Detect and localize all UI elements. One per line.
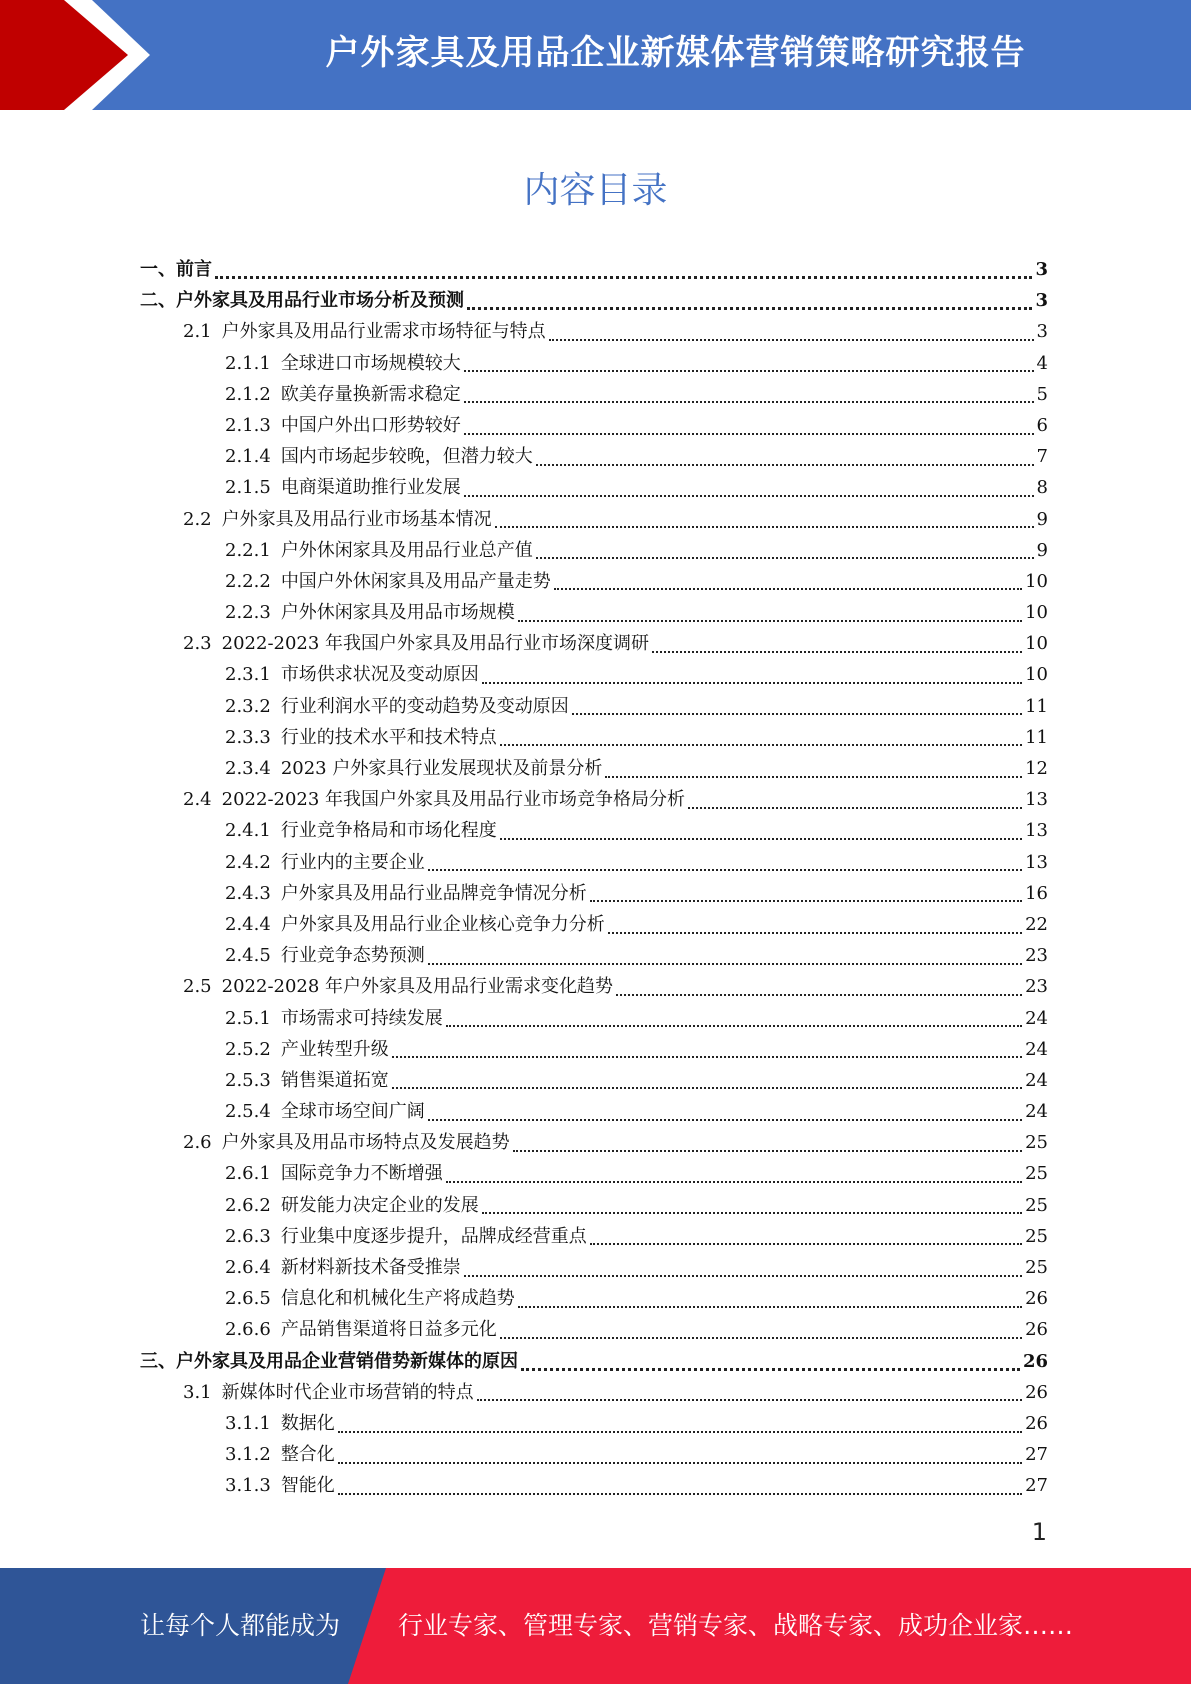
toc-leader-dots bbox=[500, 1337, 1022, 1339]
toc-entry-page: 10 bbox=[1025, 633, 1048, 655]
toc-entry-number: 2.2.1 bbox=[225, 539, 271, 561]
toc-entry-page: 26 bbox=[1025, 1288, 1048, 1310]
toc-entry-number: 二、 bbox=[140, 290, 176, 312]
toc-entry-page: 9 bbox=[1036, 539, 1048, 561]
toc-entry-page: 4 bbox=[1036, 352, 1048, 374]
toc-entry-number: 2.6.5 bbox=[225, 1288, 271, 1310]
toc-entry-number: 2.2.2 bbox=[225, 570, 271, 592]
toc-leader-dots bbox=[428, 963, 1022, 965]
toc-entry-number: 2.4.1 bbox=[225, 820, 271, 842]
toc-entry-number: 三、 bbox=[140, 1350, 176, 1372]
toc-entry[interactable] bbox=[140, 1065, 1048, 1096]
toc-entry-number: 2.1.2 bbox=[225, 383, 271, 405]
toc-entry-number: 2.6 bbox=[183, 1132, 212, 1154]
toc-entry-title: 欧美存量换新需求稳定 bbox=[280, 383, 461, 405]
toc-entry[interactable] bbox=[140, 1158, 1048, 1189]
toc-leader-dots bbox=[572, 713, 1022, 715]
toc-entry-page: 12 bbox=[1025, 758, 1048, 779]
toc-entry-page: 6 bbox=[1036, 414, 1048, 436]
toc-entry[interactable] bbox=[140, 815, 1048, 846]
toc-entry-page: 7 bbox=[1036, 446, 1048, 468]
toc-entry-number: 2.3 bbox=[183, 633, 212, 655]
toc-entry-title: 研发能力决定企业的发展 bbox=[280, 1194, 479, 1216]
toc-entry[interactable] bbox=[140, 285, 1048, 316]
toc-entry-page: 26 bbox=[1022, 1350, 1048, 1372]
toc-entry-title: 新材料新技术备受推崇 bbox=[280, 1257, 461, 1278]
toc-entry-page: 11 bbox=[1025, 695, 1048, 717]
toc-leader-dots bbox=[338, 1431, 1022, 1433]
toc-entry[interactable] bbox=[140, 254, 1048, 285]
toc-leader-dots bbox=[652, 651, 1022, 653]
toc-entry[interactable] bbox=[140, 1346, 1048, 1377]
toc-entry[interactable] bbox=[140, 1252, 1048, 1283]
toc-entry-page: 26 bbox=[1025, 1319, 1048, 1341]
toc-leader-dots bbox=[608, 932, 1022, 934]
toc-entry-title: 户外家具及用品市场特点及发展趋势 bbox=[221, 1132, 510, 1154]
toc-entry-title: 全球进口市场规模较大 bbox=[280, 352, 461, 374]
toc-entry[interactable] bbox=[140, 878, 1048, 909]
toc-entry[interactable] bbox=[140, 441, 1048, 472]
toc-entry-title: 产品销售渠道将日益多元化 bbox=[280, 1319, 497, 1341]
toc-entry-number: 2.5 bbox=[183, 976, 212, 998]
toc-entry-title: 户外家具及用品行业市场分析及预测 bbox=[176, 290, 464, 312]
toc-entry-page: 10 bbox=[1025, 570, 1048, 592]
toc-entry-number: 2.5.3 bbox=[225, 1069, 271, 1091]
toc-entry-number: 2.4.3 bbox=[225, 882, 271, 904]
toc-leader-dots bbox=[590, 1243, 1022, 1245]
toc-entry-page: 25 bbox=[1025, 1132, 1048, 1154]
toc-leader-dots bbox=[446, 1025, 1022, 1027]
toc-entry-page: 9 bbox=[1036, 508, 1048, 530]
toc-leader-dots bbox=[554, 588, 1022, 590]
toc-leader-dots bbox=[500, 744, 1022, 746]
toc-entry-number: 2.3.4 bbox=[225, 758, 271, 779]
toc-entry-title: 户外家具及用品企业营销借势新媒体的原因 bbox=[176, 1350, 518, 1372]
toc-entry[interactable] bbox=[140, 1408, 1048, 1439]
toc-leader-dots bbox=[500, 838, 1022, 840]
toc-leader-dots bbox=[428, 1119, 1022, 1121]
toc-entry-title: 市场需求可持续发展 bbox=[280, 1007, 443, 1029]
report-title: 户外家具及用品企业新媒体营销策略研究报告 bbox=[325, 33, 1026, 73]
toc-entry-number: 2.6.3 bbox=[225, 1225, 271, 1247]
toc-entry[interactable] bbox=[140, 410, 1048, 441]
toc-leader-dots bbox=[513, 1150, 1022, 1152]
toc-entry[interactable] bbox=[140, 1127, 1048, 1158]
toc-entry-page: 13 bbox=[1025, 789, 1048, 811]
toc-entry-title: 行业利润水平的变动趋势及变动原因 bbox=[280, 695, 569, 717]
toc-leader-dots bbox=[688, 807, 1022, 809]
toc-entry[interactable] bbox=[140, 472, 1048, 503]
toc-leader-dots bbox=[464, 370, 1034, 372]
toc-entry-page: 25 bbox=[1025, 1194, 1048, 1216]
toc-entry-title: 国内市场起步较晚，但潜力较大 bbox=[280, 446, 533, 468]
toc-entry-page: 13 bbox=[1025, 851, 1048, 873]
toc-leader-dots bbox=[215, 276, 1032, 279]
toc-entry-title: 中国户外休闲家具及用品产量走势 bbox=[280, 570, 551, 592]
toc-entry-number: 2.1.4 bbox=[225, 446, 271, 468]
toc-entry-number: 2.1 bbox=[183, 321, 212, 343]
toc-entry[interactable] bbox=[140, 348, 1048, 379]
toc-leader-dots bbox=[464, 1275, 1022, 1277]
toc-entry-page: 24 bbox=[1025, 1101, 1048, 1123]
footer-slogan-right: 行业专家、管理专家、营销专家、战略专家、成功企业家…… bbox=[398, 1611, 1074, 1640]
toc-entry-title: 中国户外出口形势较好 bbox=[280, 414, 461, 436]
toc-entry[interactable] bbox=[140, 316, 1048, 347]
toc-entry-number: 2.5.2 bbox=[225, 1038, 271, 1060]
page-number: 1 bbox=[1031, 1518, 1047, 1546]
toc-entry[interactable] bbox=[140, 1034, 1048, 1065]
toc-leader-dots bbox=[477, 1399, 1022, 1401]
toc-entry-number: 2.6.4 bbox=[225, 1257, 271, 1278]
toc-entry-page: 8 bbox=[1036, 477, 1048, 499]
toc-entry[interactable] bbox=[140, 847, 1048, 878]
toc-entry-title: 行业集中度逐步提升，品牌成经营重点 bbox=[280, 1225, 587, 1247]
toc-entry-title: 行业竞争态势预测 bbox=[280, 945, 425, 967]
toc-entry[interactable] bbox=[140, 379, 1048, 410]
toc-entry-page: 27 bbox=[1025, 1475, 1048, 1497]
toc-entry[interactable] bbox=[140, 691, 1048, 722]
toc-entry-number: 2.6.2 bbox=[225, 1194, 271, 1216]
toc-entry-page: 26 bbox=[1025, 1412, 1048, 1434]
toc-entry-title: 行业内的主要企业 bbox=[280, 851, 425, 873]
toc-entry-title: 户外家具及用品行业市场基本情况 bbox=[221, 508, 492, 530]
toc-entry[interactable] bbox=[140, 628, 1048, 659]
toc-entry-number: 2.2 bbox=[183, 508, 212, 530]
toc-leader-dots bbox=[428, 869, 1022, 871]
toc-leader-dots bbox=[590, 900, 1022, 902]
toc-entry[interactable] bbox=[140, 504, 1048, 535]
toc-entry-title: 数据化 bbox=[280, 1412, 335, 1434]
toc-entry-number: 2.6.1 bbox=[225, 1163, 271, 1185]
toc-leader-dots bbox=[392, 1087, 1022, 1089]
toc-entry[interactable] bbox=[140, 1470, 1048, 1501]
toc-entry-title: 2022-2023 年我国户外家具及用品行业市场竞争格局分析 bbox=[221, 789, 686, 811]
toc-leader-dots bbox=[338, 1493, 1022, 1495]
toc-entry-number: 2.2.3 bbox=[225, 602, 271, 624]
toc-entry-number: 2.3.3 bbox=[225, 726, 271, 748]
toc-entry[interactable] bbox=[140, 1003, 1048, 1034]
toc-leader-dots bbox=[536, 557, 1034, 559]
toc-entry-page: 3 bbox=[1036, 321, 1048, 343]
toc-entry-page: 26 bbox=[1025, 1381, 1048, 1403]
toc-entry-title: 智能化 bbox=[280, 1475, 335, 1497]
toc-entry-page: 10 bbox=[1025, 602, 1048, 624]
toc-entry[interactable] bbox=[140, 722, 1048, 753]
toc-entry-page: 25 bbox=[1025, 1225, 1048, 1247]
toc-entry-title: 2022-2023 年我国户外家具及用品行业市场深度调研 bbox=[221, 633, 650, 655]
toc-entry-title: 信息化和机械化生产将成趋势 bbox=[280, 1288, 515, 1310]
toc-entry-title: 前言 bbox=[176, 259, 212, 280]
toc-entry-title: 产业转型升级 bbox=[280, 1038, 389, 1060]
toc-entry-page: 24 bbox=[1025, 1069, 1048, 1091]
toc-entry-number: 2.4.4 bbox=[225, 913, 271, 935]
toc-entry-title: 市场供求状况及变动原因 bbox=[280, 664, 479, 686]
toc-entry[interactable] bbox=[140, 1221, 1048, 1252]
toc-heading: 内容目录 bbox=[523, 170, 668, 211]
toc-entry[interactable] bbox=[140, 784, 1048, 815]
toc-entry-number: 2.4.5 bbox=[225, 945, 271, 967]
toc-entry[interactable] bbox=[140, 597, 1048, 628]
toc-entry-page: 5 bbox=[1036, 383, 1048, 405]
footer-slogan-left: 让每个人都能成为 bbox=[140, 1611, 341, 1640]
toc-entry-title: 行业竞争格局和市场化程度 bbox=[280, 820, 497, 842]
toc-entry-title: 行业的技术水平和技术特点 bbox=[280, 726, 497, 748]
toc-entry[interactable] bbox=[140, 1377, 1048, 1408]
toc-entry-title: 2023 户外家具行业发展现状及前景分析 bbox=[280, 758, 603, 779]
toc-leader-dots bbox=[518, 620, 1022, 622]
toc-leader-dots bbox=[482, 682, 1022, 684]
toc-leader-dots bbox=[464, 433, 1034, 435]
toc-entry-title: 户外家具及用品行业品牌竞争情况分析 bbox=[280, 882, 587, 904]
toc-leader-dots bbox=[482, 1212, 1022, 1214]
toc-entry[interactable] bbox=[140, 1190, 1048, 1221]
footer-banner bbox=[0, 1568, 1191, 1684]
toc-leader-dots bbox=[536, 464, 1034, 466]
toc-entry-number: 2.1.3 bbox=[225, 414, 271, 436]
toc-entry[interactable] bbox=[140, 1096, 1048, 1127]
toc-leader-dots bbox=[495, 526, 1034, 528]
toc-entry-title: 国际竞争力不断增强 bbox=[280, 1163, 443, 1185]
toc-entry-number: 2.5.1 bbox=[225, 1007, 271, 1029]
toc-entry-number: 2.3.1 bbox=[225, 664, 271, 686]
toc-entry-title: 户外休闲家具及用品行业总产值 bbox=[280, 539, 533, 561]
toc-entry-page: 23 bbox=[1025, 976, 1048, 998]
toc-entry[interactable] bbox=[140, 566, 1048, 597]
toc-entry-page: 23 bbox=[1025, 945, 1048, 967]
toc-entry[interactable] bbox=[140, 971, 1048, 1002]
toc-entry-number: 2.5.4 bbox=[225, 1101, 271, 1123]
toc-entry-title: 户外家具及用品行业企业核心竞争力分析 bbox=[280, 913, 605, 935]
toc-leader-dots bbox=[605, 776, 1022, 778]
toc-entry-number: 2.4.2 bbox=[225, 851, 271, 873]
toc-entry-page: 24 bbox=[1025, 1038, 1048, 1060]
toc-leader-dots bbox=[549, 339, 1034, 341]
toc-leader-dots bbox=[518, 1306, 1022, 1308]
toc-leader-dots bbox=[616, 994, 1022, 996]
toc-entry-number: 2.1.1 bbox=[225, 352, 271, 374]
toc-entry-number: 3.1.2 bbox=[225, 1444, 271, 1466]
toc-entry-title: 销售渠道拓宽 bbox=[280, 1069, 389, 1091]
toc-entry[interactable] bbox=[140, 940, 1048, 971]
toc-entry-title: 户外家具及用品行业需求市场特征与特点 bbox=[221, 321, 546, 343]
toc-entry-page: 3 bbox=[1035, 259, 1048, 280]
toc-entry-title: 电商渠道助推行业发展 bbox=[280, 477, 461, 499]
toc-leader-dots bbox=[467, 307, 1032, 310]
toc-entry-page: 16 bbox=[1025, 882, 1048, 904]
toc-entry-number: 2.6.6 bbox=[225, 1319, 271, 1341]
toc-entry-page: 25 bbox=[1025, 1257, 1048, 1278]
toc-entry[interactable] bbox=[140, 909, 1048, 940]
toc-leader-dots bbox=[338, 1462, 1022, 1464]
toc-leader-dots bbox=[464, 401, 1034, 403]
toc-entry-page: 27 bbox=[1025, 1444, 1048, 1466]
toc-entry-page: 10 bbox=[1025, 664, 1048, 686]
toc-leader-dots bbox=[392, 1056, 1022, 1058]
toc-entry-number: 一、 bbox=[140, 259, 176, 280]
toc-entry-number: 2.3.2 bbox=[225, 695, 271, 717]
toc-entry-page: 22 bbox=[1025, 913, 1048, 935]
toc-entry-number: 3.1.3 bbox=[225, 1475, 271, 1497]
toc-entry[interactable] bbox=[140, 1283, 1048, 1314]
toc-entry-title: 整合化 bbox=[280, 1444, 335, 1466]
toc-entry-number: 3.1.1 bbox=[225, 1412, 271, 1434]
toc-leader-dots bbox=[446, 1181, 1022, 1183]
toc-entry-page: 11 bbox=[1025, 726, 1048, 748]
toc-entry[interactable] bbox=[140, 1314, 1048, 1345]
toc-leader-dots bbox=[521, 1368, 1020, 1371]
toc-entry[interactable] bbox=[140, 535, 1048, 566]
header-banner bbox=[0, 0, 1191, 110]
toc-entry-number: 2.4 bbox=[183, 789, 212, 811]
toc-entry-number: 3.1 bbox=[183, 1381, 212, 1403]
toc-entry-title: 2022-2028 年户外家具及用品行业需求变化趋势 bbox=[221, 976, 614, 998]
toc-entry-number: 2.1.5 bbox=[225, 477, 271, 499]
toc-entry[interactable] bbox=[140, 659, 1048, 690]
toc-entry-title: 全球市场空间广阔 bbox=[280, 1101, 425, 1123]
toc-leader-dots bbox=[464, 495, 1034, 497]
toc-entry-page: 3 bbox=[1035, 290, 1048, 312]
toc-entry[interactable] bbox=[140, 753, 1048, 784]
toc-entry-title: 户外休闲家具及用品市场规模 bbox=[280, 602, 515, 624]
chevron-logo-icon bbox=[0, 0, 160, 110]
toc-entry-title: 新媒体时代企业市场营销的特点 bbox=[221, 1381, 474, 1403]
table-of-contents bbox=[140, 254, 1048, 1502]
toc-entry-page: 24 bbox=[1025, 1007, 1048, 1029]
toc-entry-page: 25 bbox=[1025, 1163, 1048, 1185]
toc-entry[interactable] bbox=[140, 1439, 1048, 1470]
toc-entry-page: 13 bbox=[1025, 820, 1048, 842]
